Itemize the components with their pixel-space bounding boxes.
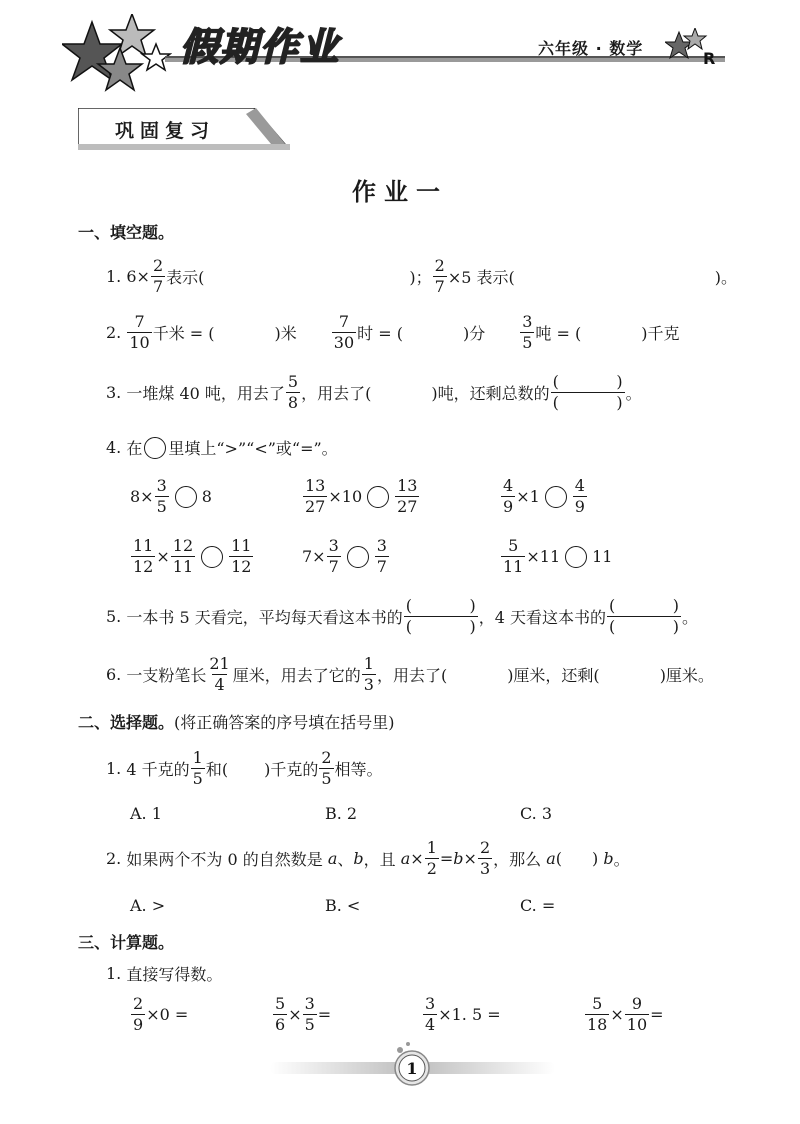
q-text: 一堆煤 40 吨，用去了: [126, 384, 285, 403]
compare-circle-icon: [144, 437, 166, 459]
q-text: 厘米，用去了它的: [232, 666, 361, 685]
header-title: 假期作业: [180, 25, 341, 69]
q-text: 表示(: [166, 268, 205, 287]
s1-question-6: 6. 一支粉笔长 $\frac{21}{4}$ 厘米，用去了它的 $\frac{1}{3}$ ，用去了( )厘米，还剩( )厘米。: [106, 654, 714, 694]
s1-question-3: [106, 374, 642, 411]
s1-question-2: [106, 314, 680, 351]
fraction: $\frac{3}{5}$: [522, 312, 533, 352]
fraction: $\frac{7}{10}$: [129, 312, 150, 352]
q-text: 相等。: [334, 760, 383, 779]
header-subtitle: 六年级 · 数学: [538, 39, 644, 58]
q-text: ，4 天看这本书的: [478, 608, 606, 627]
q-number: 6.: [106, 665, 122, 684]
compare-circle-input[interactable]: [367, 486, 389, 508]
q-number: 5.: [106, 607, 122, 626]
q-text: 和(: [205, 760, 229, 779]
choice-option-b[interactable]: B. <: [325, 896, 361, 915]
s2-question-2: 2. 如果两个不为 0 的自然数是 a 、 b ，且 a × $\frac{1}{2}$ = b × $\frac{2}{3}$ ，那么 a ( ) b 。: [106, 838, 630, 878]
s1-question-5: [106, 598, 698, 635]
section-1-title: 一、填空题。: [78, 223, 175, 242]
blank-fraction[interactable]: ( ) ( ): [552, 372, 623, 412]
q-text: )；: [409, 268, 432, 287]
calc-item: $\frac{3}{4}$ ×1. 5 =: [425, 994, 501, 1034]
fraction: $\frac{2}{7}$: [434, 256, 445, 296]
q-text: ，且: [363, 850, 396, 869]
q-text: 时 = (: [357, 324, 403, 343]
fraction: $\frac{5}{8}$: [287, 372, 299, 412]
q-text: ，用去了(: [301, 384, 372, 403]
q-text: 一本书 5 天看完，平均每天看这本书的: [126, 608, 403, 627]
q-text: 直接写得数。: [126, 965, 223, 984]
compare-circle-input[interactable]: [347, 546, 369, 568]
q-text: 在: [126, 439, 143, 458]
q-text: )千克的: [264, 760, 319, 779]
choice-option-b[interactable]: B. 2: [325, 804, 358, 823]
header-logo-letter: R: [703, 49, 716, 68]
q-number: 4.: [106, 438, 122, 457]
q-number: 1.: [106, 267, 122, 286]
fraction: $\frac{2}{7}$: [152, 256, 164, 296]
compare-circle-input[interactable]: [175, 486, 197, 508]
choice-option-a[interactable]: A. >: [130, 896, 166, 915]
compare-circle-input[interactable]: [201, 546, 223, 568]
choice-option-a[interactable]: A. 1: [130, 804, 162, 823]
q-text: ×5 表示(: [447, 268, 515, 287]
q-text: 。: [682, 608, 699, 627]
section-2-note: (将正确答案的序号填在括号里): [174, 713, 395, 732]
calc-item: $\frac{5}{18}$ × $\frac{9}{10}$ =: [587, 994, 664, 1034]
header-logo-stars: [665, 28, 721, 68]
header-stars-decoration: [62, 14, 172, 98]
q-text: 如果两个不为 0 的自然数是: [126, 850, 323, 869]
fraction: $\frac{7}{30}$: [333, 312, 355, 352]
q-number: 3.: [106, 383, 122, 402]
calc-item: $\frac{5}{6}$ × $\frac{3}{5}$ =: [275, 994, 332, 1034]
footer-page-badge: [270, 1038, 555, 1088]
q-text: )千克: [641, 324, 680, 343]
section-3-title: 三、计算题。: [78, 933, 175, 952]
homework-title: 作业一: [352, 178, 448, 206]
compare-circle-input[interactable]: [565, 546, 587, 568]
section-2-title: 二、选择题。(将正确答案的序号填在括号里): [78, 713, 395, 732]
q-text: 4 千克的: [126, 760, 190, 779]
q-number: 1.: [106, 964, 122, 983]
s3-question-1: [106, 962, 222, 985]
compare-item: $\frac{11}{12}$ × $\frac{12}{11}$ $\frac{11}{12}$: [133, 536, 252, 576]
q-text: 里填上“>”“<”或“=”。: [168, 439, 338, 458]
s2-question-1: 1. 4 千克的 $\frac{1}{5}$ 和( )千克的 $\frac{2}{5}$ 相等。: [106, 748, 383, 788]
q-text: 一支粉笔长: [126, 666, 207, 685]
s1-question-1: [106, 258, 737, 295]
q-text: )分: [462, 324, 486, 343]
section-tab-label: 巩固复习: [115, 120, 216, 142]
q-text: )厘米。: [659, 666, 714, 685]
q-text: 千米 = (: [152, 324, 215, 343]
compare-item: $\frac{13}{27}$ ×10 $\frac{13}{27}$: [305, 476, 418, 516]
blank-fraction[interactable]: ( ) ( ): [405, 596, 476, 636]
q-text: ，用去了(: [376, 666, 448, 685]
choice-option-c[interactable]: C. =: [520, 896, 556, 915]
blank-fraction[interactable]: ( ) ( ): [609, 596, 679, 636]
q-text: 。: [625, 384, 642, 403]
compare-item: 8× $\frac{3}{5}$ 8: [130, 476, 212, 516]
q-number: 1.: [106, 759, 122, 778]
compare-item: 7× $\frac{3}{7}$ $\frac{3}{7}$: [302, 536, 387, 576]
s1-question-4: [106, 436, 338, 459]
q-text: )吨，还剩总数的: [431, 384, 550, 403]
q-text: 6×: [126, 267, 150, 286]
compare-item: $\frac{4}{9}$ ×1 $\frac{4}{9}$: [503, 476, 585, 516]
q-number: 2.: [106, 849, 122, 868]
q-text: ，那么: [493, 850, 542, 869]
calc-item: $\frac{2}{9}$ ×0 =: [133, 994, 189, 1034]
page-number: 1: [406, 1059, 418, 1078]
compare-item: $\frac{5}{11}$ ×11 11: [503, 536, 613, 576]
q-text: )米: [274, 324, 297, 343]
choice-option-c[interactable]: C. 3: [520, 804, 553, 823]
q-number: 2.: [106, 323, 122, 342]
q-text: )厘米，还剩(: [507, 666, 600, 685]
q-text: 吨 = (: [535, 324, 582, 343]
q-text: )。: [714, 268, 737, 287]
compare-circle-input[interactable]: [545, 486, 567, 508]
